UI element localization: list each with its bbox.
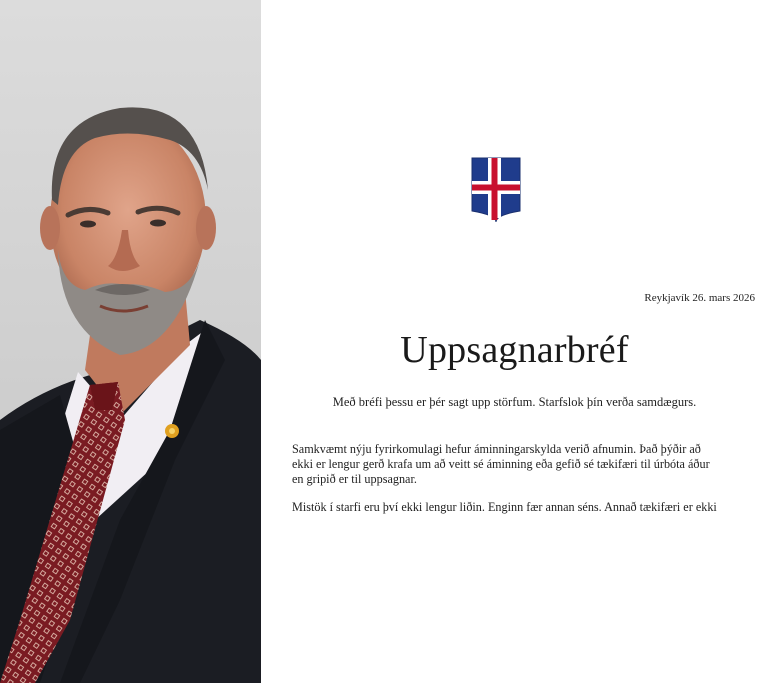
portrait-photo bbox=[0, 0, 261, 683]
letter-paragraph: Mistök í starfi eru því ekki lengur liðin. Enginn fær annan séns. Annað tækifæri er ekki bbox=[292, 500, 717, 514]
portrait-illustration bbox=[0, 0, 261, 683]
dismissal-letter bbox=[261, 0, 768, 683]
place-date: Reykjavík 26. mars 2026 bbox=[644, 292, 755, 304]
letter-title: Uppsagnarbréf bbox=[400, 329, 629, 371]
icelandic-coat-of-arms-icon bbox=[471, 157, 521, 223]
letter-intro: Með bréfi þessu er þér sagt upp störfum. Starfslok þín verða samdægurs. bbox=[332, 395, 697, 409]
lapel-pin-icon bbox=[165, 424, 179, 438]
letter-paragraph: Samkvæmt nýju fyrirkomulagi hefur áminningarskylda verið afnumin. Það þýðir að ekki er lengur gerð krafa um að veitt sé áminning eða gefið sé tækifæri til úrbóta áður en gripið er til uppsagnar. bbox=[292, 442, 710, 486]
